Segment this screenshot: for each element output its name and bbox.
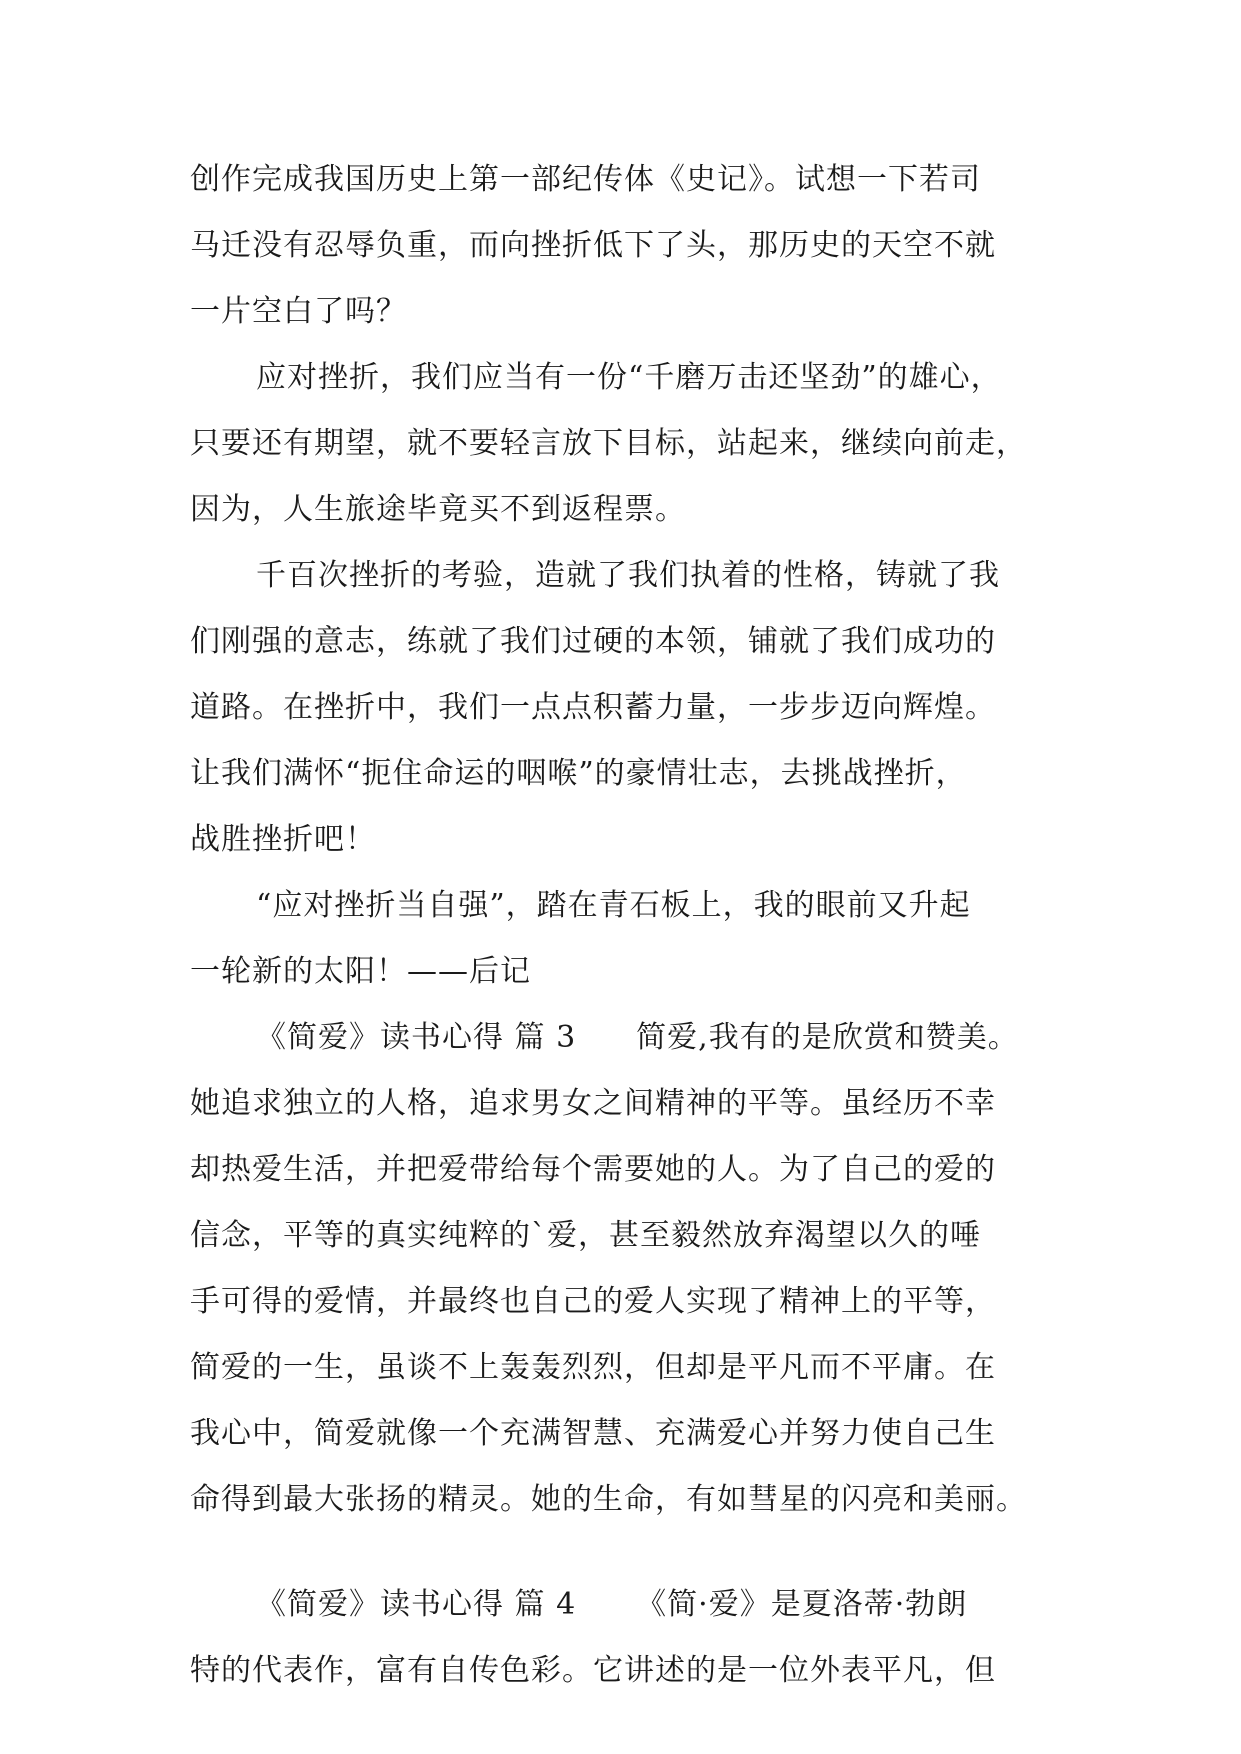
paragraph-line: 应对挫折，我们应当有一份“千磨万击还坚劲”的雄心， bbox=[256, 360, 1002, 395]
paragraph-line: 让我们满怀“扼住命运的咽喉”的豪情壮志，去挑战挫折， bbox=[190, 756, 967, 791]
paragraph-line: 简爱的一生，虽谈不上轰轰烈烈，但却是平凡而不平庸。在 bbox=[190, 1350, 996, 1385]
paragraph-line: 特的代表作，富有自传色彩。它讲述的是一位外表平凡，但 bbox=[190, 1653, 996, 1688]
paragraph-line: 们刚强的意志，练就了我们过硬的本领，铺就了我们成功的 bbox=[190, 624, 996, 659]
paragraph-line: “应对挫折当自强”，踏在青石板上，我的眼前又升起 bbox=[256, 888, 971, 923]
paragraph-line: 却热爱生活，并把爱带给每个需要她的人。为了自己的爱的 bbox=[190, 1152, 996, 1187]
paragraph-line: 创作完成我国历史上第一部纪传体《史记》。试想一下若司 bbox=[190, 162, 981, 197]
paragraph-line: 一轮新的太阳！——后记 bbox=[190, 954, 531, 989]
section-4-heading: 《简爱》读书心得 篇 4 bbox=[256, 1587, 577, 1622]
paragraph-line: 因为，人生旅途毕竟买不到返程票。 bbox=[190, 492, 686, 527]
paragraph-line: 一片空白了吗？ bbox=[190, 294, 407, 329]
section-4-text: 《简·爱》是夏洛蒂·勃朗 bbox=[636, 1587, 968, 1622]
paragraph-line: 命得到最大张扬的精灵。她的生命，有如彗星的闪亮和美丽。 bbox=[190, 1482, 1027, 1517]
section-3-text: 简爱,我有的是欣赏和赞美。 bbox=[636, 1020, 1019, 1055]
section-4-line bbox=[256, 1585, 1070, 1625]
paragraph-line: 战胜挫折吧！ bbox=[190, 822, 376, 857]
section-3-heading: 《简爱》读书心得 篇 3 bbox=[256, 1020, 577, 1055]
paragraph-line: 她追求独立的人格，追求男女之间精神的平等。虽经历不幸 bbox=[190, 1086, 996, 1121]
paragraph-line: 千百次挫折的考验，造就了我们执着的性格，铸就了我 bbox=[256, 558, 1000, 593]
paragraph-line: 马迁没有忍辱负重，而向挫折低下了头，那历史的天空不就 bbox=[190, 228, 996, 263]
paragraph-line: 手可得的爱情，并最终也自己的爱人实现了精神上的平等， bbox=[190, 1284, 996, 1319]
section-3-line bbox=[256, 1018, 1070, 1058]
paragraph-line: 道路。在挫折中，我们一点点积蓄力量，一步步迈向辉煌。 bbox=[190, 690, 996, 725]
paragraph-line: 信念，平等的真实纯粹的`爱，甚至毅然放弃渴望以久的唾 bbox=[190, 1218, 981, 1253]
paragraph-line: 只要还有期望，就不要轻言放下目标，站起来，继续向前走， bbox=[190, 426, 1027, 461]
paragraph-line: 我心中，简爱就像一个充满智慧、充满爱心并努力使自己生 bbox=[190, 1416, 996, 1451]
